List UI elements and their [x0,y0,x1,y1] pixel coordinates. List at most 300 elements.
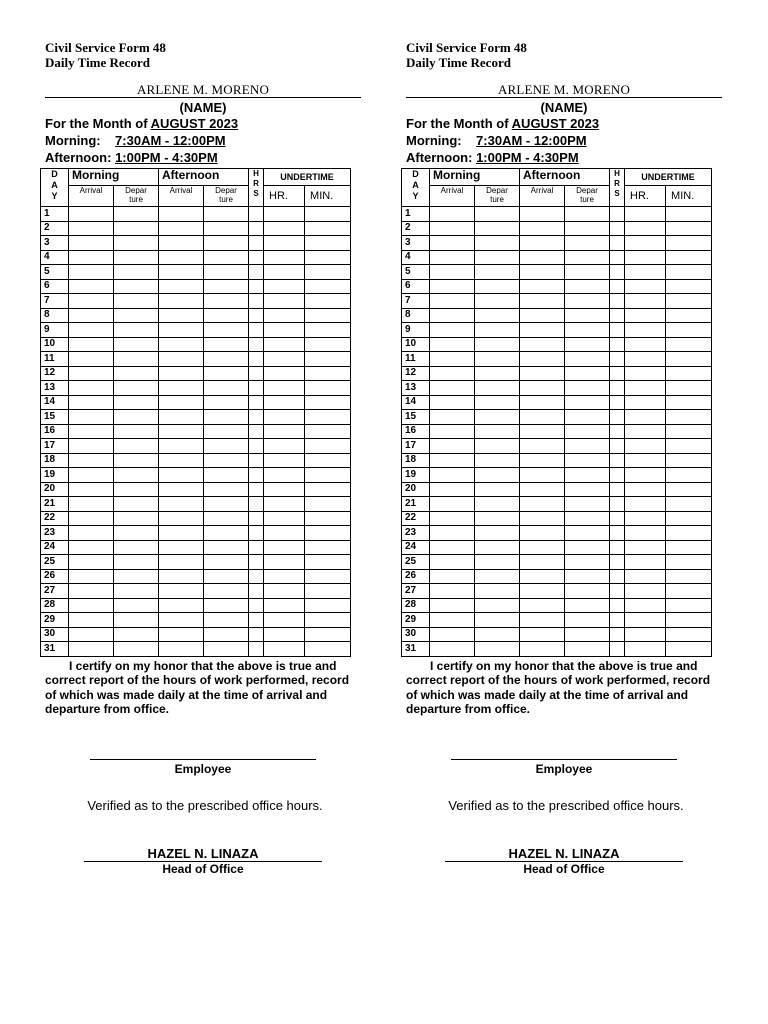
undertime-min-cell[interactable] [666,468,712,483]
undertime-min-cell[interactable] [305,511,351,526]
undertime-hr-cell[interactable] [625,308,666,323]
morning-departure-cell[interactable] [475,366,520,381]
undertime-hr-cell[interactable] [625,453,666,468]
hrs-cell[interactable] [249,279,264,294]
afternoon-departure-cell[interactable] [565,424,610,439]
afternoon-departure-cell[interactable] [565,308,610,323]
undertime-min-cell[interactable] [666,642,712,657]
afternoon-departure-cell[interactable] [565,497,610,512]
hrs-cell[interactable] [610,511,625,526]
afternoon-arrival-cell[interactable] [520,511,565,526]
undertime-hr-cell[interactable] [264,250,305,265]
undertime-hr-cell[interactable] [625,337,666,352]
undertime-min-cell[interactable] [666,236,712,251]
hrs-cell[interactable] [249,482,264,497]
morning-departure-cell[interactable] [475,468,520,483]
afternoon-departure-cell[interactable] [565,236,610,251]
morning-departure-cell[interactable] [475,511,520,526]
afternoon-departure-cell[interactable] [204,337,249,352]
morning-arrival-cell[interactable] [430,642,475,657]
hrs-cell[interactable] [610,468,625,483]
hrs-cell[interactable] [249,250,264,265]
hrs-cell[interactable] [249,627,264,642]
undertime-min-cell[interactable] [666,424,712,439]
undertime-hr-cell[interactable] [625,627,666,642]
morning-arrival-cell[interactable] [430,468,475,483]
hrs-cell[interactable] [610,265,625,280]
morning-arrival-cell[interactable] [430,569,475,584]
morning-arrival-cell[interactable] [69,250,114,265]
undertime-hr-cell[interactable] [625,526,666,541]
morning-arrival-cell[interactable] [69,294,114,309]
undertime-hr-cell[interactable] [264,511,305,526]
afternoon-departure-cell[interactable] [204,236,249,251]
morning-arrival-cell[interactable] [69,511,114,526]
morning-arrival-cell[interactable] [69,424,114,439]
undertime-min-cell[interactable] [305,598,351,613]
hrs-cell[interactable] [610,221,625,236]
hrs-cell[interactable] [610,352,625,367]
undertime-hr-cell[interactable] [625,642,666,657]
undertime-hr-cell[interactable] [264,482,305,497]
undertime-hr-cell[interactable] [625,381,666,396]
morning-arrival-cell[interactable] [430,337,475,352]
hrs-cell[interactable] [249,468,264,483]
afternoon-arrival-cell[interactable] [520,337,565,352]
afternoon-departure-cell[interactable] [204,207,249,222]
undertime-hr-cell[interactable] [264,395,305,410]
undertime-min-cell[interactable] [305,279,351,294]
morning-arrival-cell[interactable] [69,555,114,570]
undertime-min-cell[interactable] [666,526,712,541]
hrs-cell[interactable] [249,613,264,628]
afternoon-arrival-cell[interactable] [520,627,565,642]
afternoon-arrival-cell[interactable] [159,627,204,642]
undertime-hr-cell[interactable] [625,439,666,454]
undertime-hr-cell[interactable] [625,207,666,222]
afternoon-arrival-cell[interactable] [159,569,204,584]
afternoon-arrival-cell[interactable] [520,424,565,439]
hrs-cell[interactable] [249,308,264,323]
undertime-min-cell[interactable] [666,337,712,352]
undertime-hr-cell[interactable] [625,395,666,410]
undertime-min-cell[interactable] [666,250,712,265]
afternoon-arrival-cell[interactable] [520,352,565,367]
afternoon-arrival-cell[interactable] [520,308,565,323]
afternoon-arrival-cell[interactable] [520,250,565,265]
morning-arrival-cell[interactable] [69,598,114,613]
afternoon-departure-cell[interactable] [565,598,610,613]
morning-arrival-cell[interactable] [430,279,475,294]
morning-departure-cell[interactable] [114,497,159,512]
afternoon-departure-cell[interactable] [565,366,610,381]
morning-departure-cell[interactable] [114,511,159,526]
undertime-min-cell[interactable] [666,410,712,425]
hrs-cell[interactable] [610,439,625,454]
undertime-hr-cell[interactable] [264,569,305,584]
undertime-min-cell[interactable] [666,584,712,599]
afternoon-departure-cell[interactable] [565,526,610,541]
undertime-hr-cell[interactable] [625,352,666,367]
afternoon-arrival-cell[interactable] [159,265,204,280]
undertime-hr-cell[interactable] [264,439,305,454]
undertime-min-cell[interactable] [666,265,712,280]
afternoon-arrival-cell[interactable] [520,265,565,280]
hrs-cell[interactable] [249,337,264,352]
morning-departure-cell[interactable] [475,555,520,570]
undertime-hr-cell[interactable] [264,598,305,613]
undertime-min-cell[interactable] [666,613,712,628]
undertime-hr-cell[interactable] [625,366,666,381]
undertime-hr-cell[interactable] [625,511,666,526]
hrs-cell[interactable] [610,453,625,468]
afternoon-departure-cell[interactable] [204,526,249,541]
morning-departure-cell[interactable] [114,569,159,584]
afternoon-arrival-cell[interactable] [159,381,204,396]
morning-arrival-cell[interactable] [69,352,114,367]
morning-arrival-cell[interactable] [430,323,475,338]
afternoon-arrival-cell[interactable] [520,569,565,584]
morning-arrival-cell[interactable] [69,482,114,497]
morning-departure-cell[interactable] [475,395,520,410]
morning-arrival-cell[interactable] [430,352,475,367]
morning-arrival-cell[interactable] [69,439,114,454]
undertime-min-cell[interactable] [666,352,712,367]
undertime-hr-cell[interactable] [625,410,666,425]
morning-departure-cell[interactable] [475,497,520,512]
afternoon-arrival-cell[interactable] [520,395,565,410]
hrs-cell[interactable] [249,598,264,613]
morning-arrival-cell[interactable] [69,642,114,657]
morning-arrival-cell[interactable] [430,236,475,251]
afternoon-arrival-cell[interactable] [520,526,565,541]
afternoon-arrival-cell[interactable] [520,642,565,657]
morning-arrival-cell[interactable] [69,308,114,323]
morning-departure-cell[interactable] [475,337,520,352]
hrs-cell[interactable] [249,439,264,454]
morning-arrival-cell[interactable] [430,555,475,570]
morning-arrival-cell[interactable] [430,526,475,541]
undertime-min-cell[interactable] [305,642,351,657]
morning-arrival-cell[interactable] [430,308,475,323]
undertime-min-cell[interactable] [305,584,351,599]
morning-departure-cell[interactable] [475,323,520,338]
morning-arrival-cell[interactable] [430,584,475,599]
afternoon-arrival-cell[interactable] [159,250,204,265]
hrs-cell[interactable] [249,584,264,599]
afternoon-arrival-cell[interactable] [520,613,565,628]
morning-departure-cell[interactable] [114,424,159,439]
undertime-hr-cell[interactable] [625,613,666,628]
undertime-min-cell[interactable] [666,207,712,222]
morning-departure-cell[interactable] [475,207,520,222]
afternoon-departure-cell[interactable] [204,221,249,236]
hrs-cell[interactable] [249,207,264,222]
hrs-cell[interactable] [249,294,264,309]
afternoon-arrival-cell[interactable] [159,410,204,425]
afternoon-departure-cell[interactable] [204,352,249,367]
afternoon-departure-cell[interactable] [204,381,249,396]
morning-departure-cell[interactable] [475,482,520,497]
afternoon-arrival-cell[interactable] [159,526,204,541]
afternoon-departure-cell[interactable] [204,279,249,294]
morning-arrival-cell[interactable] [69,569,114,584]
hrs-cell[interactable] [249,497,264,512]
hrs-cell[interactable] [249,642,264,657]
afternoon-departure-cell[interactable] [204,468,249,483]
afternoon-departure-cell[interactable] [204,439,249,454]
afternoon-arrival-cell[interactable] [520,323,565,338]
hrs-cell[interactable] [610,410,625,425]
morning-departure-cell[interactable] [475,265,520,280]
afternoon-arrival-cell[interactable] [159,395,204,410]
morning-arrival-cell[interactable] [430,294,475,309]
morning-arrival-cell[interactable] [69,584,114,599]
afternoon-departure-cell[interactable] [204,453,249,468]
morning-departure-cell[interactable] [114,337,159,352]
undertime-hr-cell[interactable] [625,294,666,309]
morning-departure-cell[interactable] [114,207,159,222]
afternoon-departure-cell[interactable] [204,482,249,497]
afternoon-departure-cell[interactable] [204,395,249,410]
morning-arrival-cell[interactable] [69,265,114,280]
morning-departure-cell[interactable] [114,627,159,642]
hrs-cell[interactable] [610,642,625,657]
undertime-hr-cell[interactable] [264,555,305,570]
morning-departure-cell[interactable] [475,308,520,323]
afternoon-arrival-cell[interactable] [159,540,204,555]
undertime-hr-cell[interactable] [264,323,305,338]
hrs-cell[interactable] [249,236,264,251]
morning-departure-cell[interactable] [114,584,159,599]
morning-departure-cell[interactable] [114,308,159,323]
undertime-min-cell[interactable] [305,352,351,367]
hrs-cell[interactable] [610,584,625,599]
morning-departure-cell[interactable] [475,584,520,599]
hrs-cell[interactable] [610,207,625,222]
morning-departure-cell[interactable] [475,598,520,613]
morning-departure-cell[interactable] [475,410,520,425]
undertime-hr-cell[interactable] [625,424,666,439]
undertime-hr-cell[interactable] [264,453,305,468]
undertime-hr-cell[interactable] [264,613,305,628]
hrs-cell[interactable] [249,352,264,367]
undertime-min-cell[interactable] [666,598,712,613]
afternoon-arrival-cell[interactable] [520,381,565,396]
morning-departure-cell[interactable] [114,323,159,338]
morning-departure-cell[interactable] [114,410,159,425]
afternoon-arrival-cell[interactable] [159,584,204,599]
afternoon-arrival-cell[interactable] [159,613,204,628]
undertime-min-cell[interactable] [305,250,351,265]
afternoon-arrival-cell[interactable] [159,337,204,352]
morning-arrival-cell[interactable] [69,279,114,294]
undertime-min-cell[interactable] [305,555,351,570]
undertime-min-cell[interactable] [666,569,712,584]
morning-arrival-cell[interactable] [430,250,475,265]
afternoon-arrival-cell[interactable] [159,279,204,294]
morning-departure-cell[interactable] [114,352,159,367]
undertime-min-cell[interactable] [305,381,351,396]
afternoon-arrival-cell[interactable] [159,352,204,367]
afternoon-arrival-cell[interactable] [159,424,204,439]
morning-arrival-cell[interactable] [69,236,114,251]
afternoon-arrival-cell[interactable] [159,308,204,323]
hrs-cell[interactable] [610,598,625,613]
afternoon-arrival-cell[interactable] [520,279,565,294]
undertime-min-cell[interactable] [305,207,351,222]
hrs-cell[interactable] [610,395,625,410]
undertime-min-cell[interactable] [305,221,351,236]
afternoon-arrival-cell[interactable] [520,221,565,236]
hrs-cell[interactable] [610,279,625,294]
undertime-min-cell[interactable] [666,511,712,526]
morning-departure-cell[interactable] [475,294,520,309]
hrs-cell[interactable] [610,308,625,323]
afternoon-departure-cell[interactable] [565,352,610,367]
afternoon-arrival-cell[interactable] [520,584,565,599]
undertime-min-cell[interactable] [666,366,712,381]
afternoon-departure-cell[interactable] [565,207,610,222]
hrs-cell[interactable] [610,497,625,512]
undertime-hr-cell[interactable] [625,555,666,570]
hrs-cell[interactable] [610,294,625,309]
afternoon-arrival-cell[interactable] [159,323,204,338]
undertime-hr-cell[interactable] [264,221,305,236]
hrs-cell[interactable] [249,511,264,526]
morning-departure-cell[interactable] [114,598,159,613]
afternoon-departure-cell[interactable] [565,294,610,309]
morning-departure-cell[interactable] [475,642,520,657]
hrs-cell[interactable] [249,526,264,541]
hrs-cell[interactable] [610,627,625,642]
undertime-hr-cell[interactable] [264,410,305,425]
afternoon-departure-cell[interactable] [565,410,610,425]
undertime-min-cell[interactable] [305,395,351,410]
afternoon-departure-cell[interactable] [204,540,249,555]
afternoon-departure-cell[interactable] [204,497,249,512]
morning-departure-cell[interactable] [114,482,159,497]
morning-arrival-cell[interactable] [69,453,114,468]
morning-arrival-cell[interactable] [430,424,475,439]
morning-departure-cell[interactable] [475,221,520,236]
afternoon-departure-cell[interactable] [204,410,249,425]
morning-arrival-cell[interactable] [430,381,475,396]
morning-departure-cell[interactable] [114,395,159,410]
undertime-hr-cell[interactable] [264,627,305,642]
undertime-min-cell[interactable] [666,279,712,294]
morning-departure-cell[interactable] [114,642,159,657]
morning-arrival-cell[interactable] [430,207,475,222]
morning-arrival-cell[interactable] [430,395,475,410]
undertime-hr-cell[interactable] [264,352,305,367]
hrs-cell[interactable] [610,323,625,338]
afternoon-departure-cell[interactable] [204,250,249,265]
hrs-cell[interactable] [610,366,625,381]
afternoon-departure-cell[interactable] [204,613,249,628]
morning-arrival-cell[interactable] [69,366,114,381]
undertime-hr-cell[interactable] [625,221,666,236]
afternoon-departure-cell[interactable] [565,265,610,280]
undertime-hr-cell[interactable] [625,584,666,599]
undertime-hr-cell[interactable] [264,424,305,439]
morning-departure-cell[interactable] [114,279,159,294]
morning-departure-cell[interactable] [114,221,159,236]
morning-arrival-cell[interactable] [69,221,114,236]
morning-arrival-cell[interactable] [430,613,475,628]
morning-arrival-cell[interactable] [430,497,475,512]
undertime-min-cell[interactable] [305,468,351,483]
afternoon-arrival-cell[interactable] [520,410,565,425]
undertime-hr-cell[interactable] [264,279,305,294]
undertime-min-cell[interactable] [305,482,351,497]
undertime-min-cell[interactable] [666,221,712,236]
hrs-cell[interactable] [249,265,264,280]
afternoon-arrival-cell[interactable] [520,540,565,555]
undertime-hr-cell[interactable] [625,482,666,497]
undertime-min-cell[interactable] [666,627,712,642]
morning-arrival-cell[interactable] [430,453,475,468]
morning-arrival-cell[interactable] [430,439,475,454]
afternoon-arrival-cell[interactable] [159,366,204,381]
undertime-hr-cell[interactable] [264,642,305,657]
afternoon-arrival-cell[interactable] [159,468,204,483]
morning-departure-cell[interactable] [114,366,159,381]
hrs-cell[interactable] [249,366,264,381]
morning-departure-cell[interactable] [114,294,159,309]
undertime-min-cell[interactable] [666,308,712,323]
morning-departure-cell[interactable] [475,613,520,628]
morning-arrival-cell[interactable] [430,366,475,381]
morning-departure-cell[interactable] [114,555,159,570]
afternoon-arrival-cell[interactable] [520,497,565,512]
morning-departure-cell[interactable] [475,352,520,367]
hrs-cell[interactable] [249,424,264,439]
morning-arrival-cell[interactable] [69,395,114,410]
undertime-min-cell[interactable] [305,366,351,381]
hrs-cell[interactable] [249,323,264,338]
undertime-hr-cell[interactable] [264,207,305,222]
hrs-cell[interactable] [610,424,625,439]
hrs-cell[interactable] [610,613,625,628]
morning-arrival-cell[interactable] [430,511,475,526]
afternoon-arrival-cell[interactable] [520,453,565,468]
morning-departure-cell[interactable] [114,468,159,483]
afternoon-departure-cell[interactable] [204,323,249,338]
afternoon-departure-cell[interactable] [565,439,610,454]
undertime-hr-cell[interactable] [264,381,305,396]
morning-arrival-cell[interactable] [69,410,114,425]
hrs-cell[interactable] [249,395,264,410]
afternoon-arrival-cell[interactable] [520,468,565,483]
morning-arrival-cell[interactable] [430,540,475,555]
morning-arrival-cell[interactable] [69,540,114,555]
undertime-min-cell[interactable] [305,337,351,352]
undertime-min-cell[interactable] [305,439,351,454]
undertime-hr-cell[interactable] [264,366,305,381]
morning-departure-cell[interactable] [475,526,520,541]
morning-departure-cell[interactable] [475,569,520,584]
undertime-min-cell[interactable] [305,627,351,642]
undertime-min-cell[interactable] [305,265,351,280]
undertime-hr-cell[interactable] [264,468,305,483]
morning-departure-cell[interactable] [475,250,520,265]
hrs-cell[interactable] [249,381,264,396]
morning-departure-cell[interactable] [114,381,159,396]
afternoon-arrival-cell[interactable] [520,439,565,454]
afternoon-departure-cell[interactable] [565,613,610,628]
morning-arrival-cell[interactable] [430,598,475,613]
